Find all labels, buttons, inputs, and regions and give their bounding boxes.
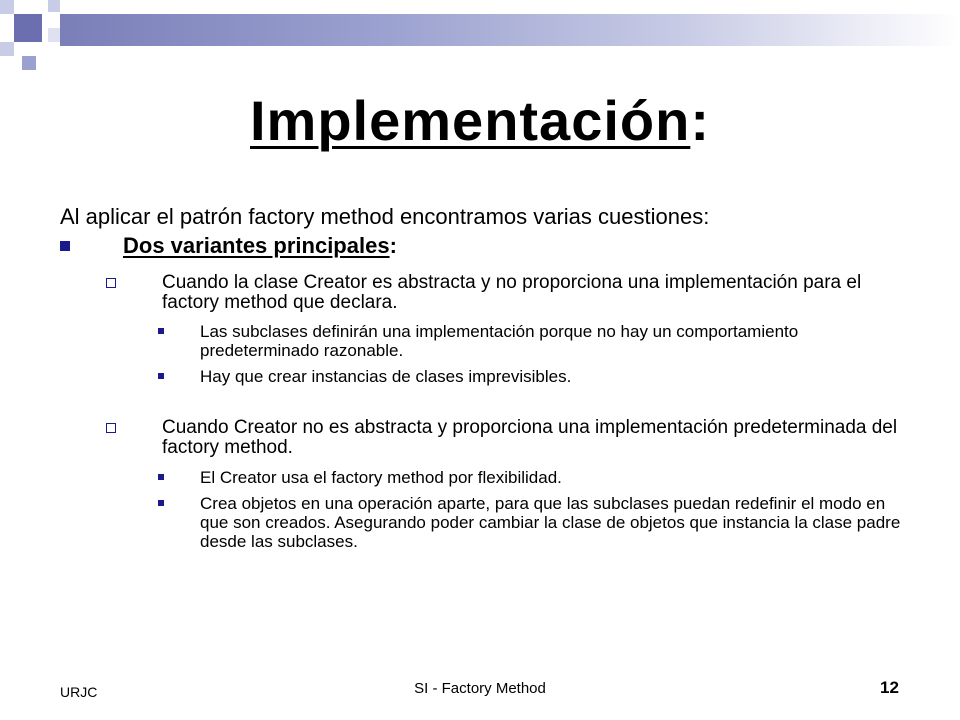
variant-text: Cuando Creator no es abstracta y proporciona una implementación predeterminada del factory method.: [162, 417, 898, 458]
decor-square: [14, 14, 42, 42]
small-square-bullet-icon: [158, 500, 164, 506]
bullet-level1-label: [123, 232, 397, 260]
bullet-level1-text: Dos variantes principales: [123, 233, 390, 258]
slide-title-text: Implementación: [250, 89, 691, 152]
hollow-square-bullet-icon: [106, 423, 116, 433]
sub-item-text: Hay que crear instancias de clases imprevisibles.: [200, 367, 572, 386]
small-square-bullet-icon: [158, 373, 164, 379]
small-square-bullet-icon: [158, 328, 164, 334]
decor-square: [0, 42, 14, 56]
variant-text: Cuando la clase Creator es abstracta y no proporciona una implementación para el factory method que declara.: [162, 272, 862, 313]
square-bullet-icon: [60, 241, 70, 251]
footer-title: SI - Factory Method: [414, 680, 546, 697]
slide-title-colon: :: [690, 89, 710, 152]
sub-item-text: El Creator usa el factory method por flexibilidad.: [200, 468, 562, 487]
bullet-level1-colon: :: [389, 233, 397, 258]
header-gradient-bar: [60, 14, 960, 46]
decor-square: [48, 28, 60, 42]
slide-title: [0, 88, 960, 153]
decor-square: [22, 56, 36, 70]
hollow-square-bullet-icon: [106, 278, 116, 288]
sub-item-text: Las subclases definirán una implementación porque no hay un comportamiento predeterminado razonable.: [200, 322, 799, 360]
small-square-bullet-icon: [158, 474, 164, 480]
footer-organization: URJC: [60, 684, 98, 700]
page-number: 12: [880, 678, 899, 697]
decor-square: [48, 0, 60, 12]
intro-text: Al aplicar el patrón factory method encontramos varias cuestiones:: [60, 204, 710, 229]
decor-square: [0, 0, 14, 14]
sub-item-text: Crea objetos en una operación aparte, para que las subclases puedan redefinir el modo en que son creados. Asegurando poder cambiar la clase de objetos que instancia la clase padre desde las subclases.: [200, 494, 901, 551]
